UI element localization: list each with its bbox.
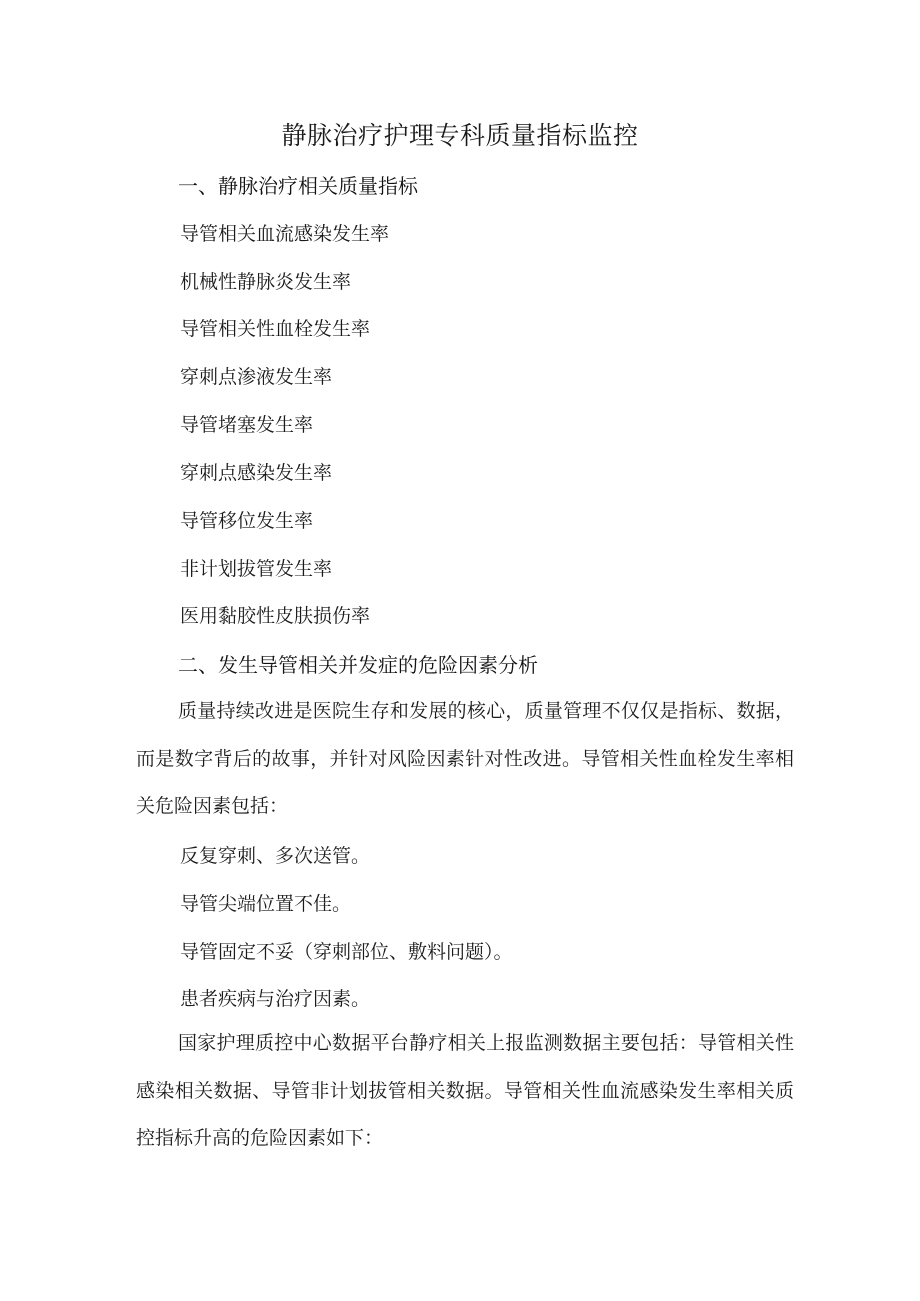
monitoring-paragraph: 国家护理质控中心数据平台静疗相关上报监测数据主要包括：导管相关性感染相关数据、导管非计划拔管相关数据。导管相关性血流感染发生率相关质控指标升高的危险因素如下： [136,1032,794,1149]
indicator-item: 穿刺点渗液发生率 [180,366,333,388]
section-1-heading: 一、静脉治疗相关质量指标 [178,174,418,198]
risk-factor-item: 反复穿刺、多次送管。 [180,845,371,867]
indicator-item: 穿刺点感染发生率 [180,462,333,484]
risk-factor-item: 导管尖端位置不佳。 [180,893,352,915]
indicator-item: 导管移位发生率 [180,510,314,532]
risk-factor-item: 患者疾病与治疗因素。 [180,988,371,1010]
intro-paragraph: 质量持续改进是医院生存和发展的核心，质量管理不仅仅是指标、数据，而是数字背后的故事，并针对风险因素针对性改进。导管相关性血栓发生率相关危险因素包括： [136,700,794,817]
indicator-item: 医用黏胶性皮肤损伤率 [180,605,371,627]
document-title: 静脉治疗护理专科质量指标监控 [281,121,639,150]
indicator-item: 导管相关性血栓发生率 [180,318,371,340]
indicator-item: 导管堵塞发生率 [180,414,314,436]
indicator-item: 导管相关血流感染发生率 [180,223,390,245]
risk-factor-item: 导管固定不妥（穿刺部位、敷料问题）。 [180,941,513,963]
indicator-item: 非计划拔管发生率 [180,558,333,580]
section-2-heading: 二、发生导管相关并发症的危险因素分析 [178,653,538,677]
indicator-item: 机械性静脉炎发生率 [180,271,352,293]
